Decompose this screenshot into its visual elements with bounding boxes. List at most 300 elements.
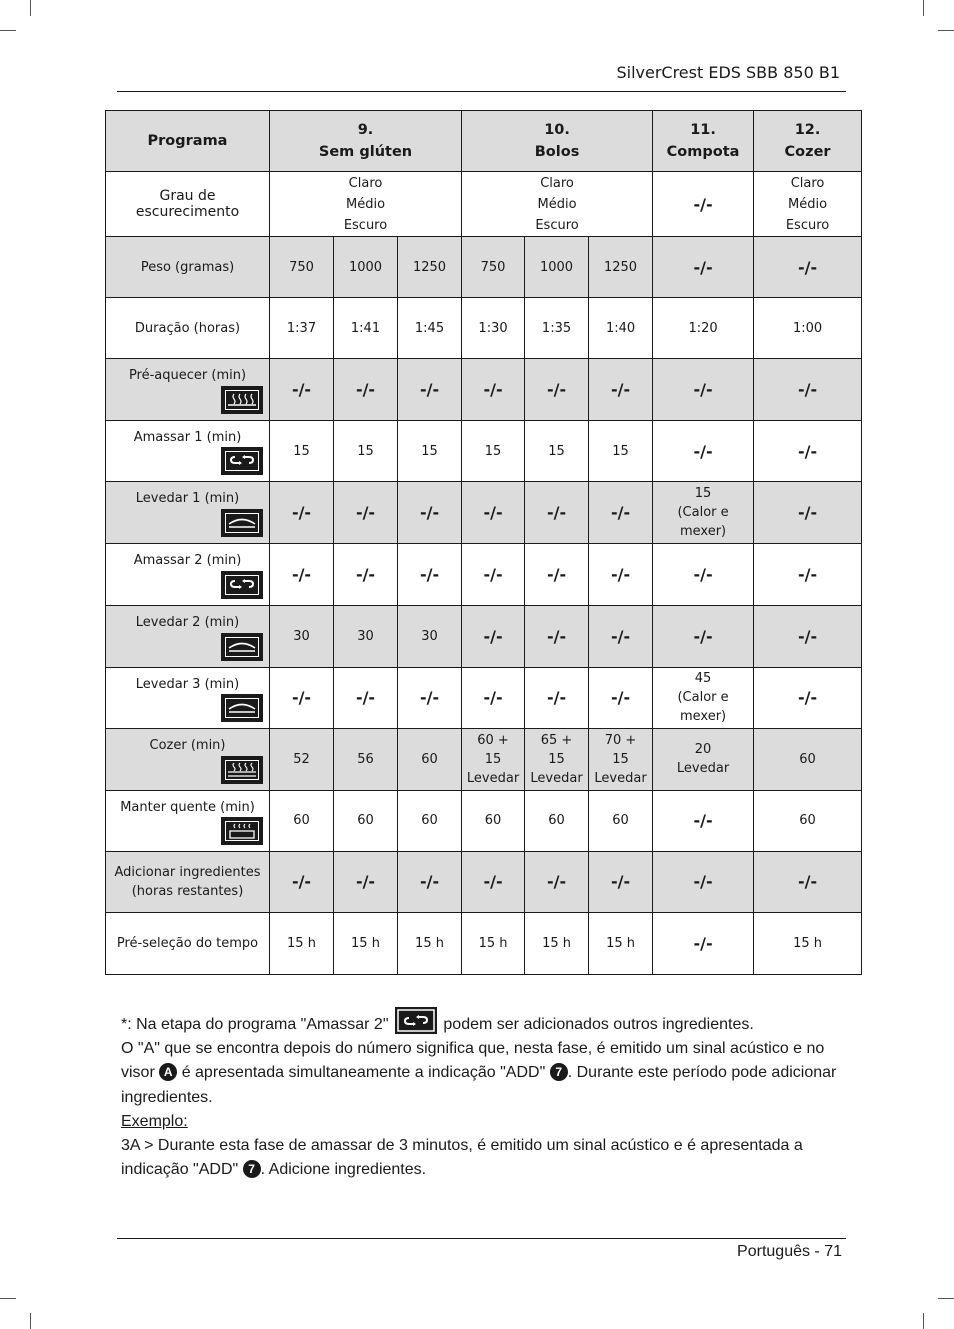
page-header-title: SilverCrest EDS SBB 850 B1 xyxy=(616,63,840,82)
cell-value: 1:45 xyxy=(414,320,445,336)
table-cell xyxy=(398,298,462,359)
row-label: Amassar 2 (min) xyxy=(133,553,242,569)
table-cell xyxy=(653,790,754,851)
cell-value: 1:37 xyxy=(286,320,317,336)
knead-icon xyxy=(221,447,263,475)
cell-note: (Calor e mexer) xyxy=(677,505,729,540)
callout-7-icon: 7 xyxy=(550,1063,568,1081)
cell-value: -/- xyxy=(546,564,567,584)
row-label-cell xyxy=(106,421,270,482)
cell-value: 30 xyxy=(421,628,438,644)
row-label-cell xyxy=(106,851,270,912)
cell-value: 15 xyxy=(612,443,629,459)
cell-value: 60 xyxy=(612,813,629,829)
crop-mark xyxy=(0,1298,16,1299)
row-label-cell xyxy=(106,912,270,974)
program-number: 10. xyxy=(544,122,570,139)
cell-value: -/- xyxy=(797,503,818,523)
crop-mark xyxy=(30,1313,31,1329)
cell-value: 750 xyxy=(480,259,506,275)
table-cell xyxy=(754,482,862,544)
table-cell xyxy=(398,421,462,482)
note-text: . Adicione ingredientes. xyxy=(260,1161,427,1179)
cell-value: 60 xyxy=(421,813,438,829)
cell-value: -/- xyxy=(355,503,376,523)
table-cell xyxy=(589,544,653,605)
cell-value: -/- xyxy=(291,503,312,523)
footer-rule xyxy=(117,1238,846,1239)
cell-value: 15 h xyxy=(287,935,316,951)
cell-value: 1:20 xyxy=(688,320,718,336)
browning-medium: Médio xyxy=(788,196,828,212)
cell-value: -/- xyxy=(419,503,440,523)
table-cell xyxy=(754,237,862,298)
example-heading: Exemplo: xyxy=(121,1112,188,1130)
table-cell xyxy=(270,912,334,974)
table-cell xyxy=(270,482,334,544)
cell-value: 30 xyxy=(357,628,374,644)
cell-value: 60 xyxy=(799,813,816,829)
table-cell xyxy=(525,790,589,851)
table-cell xyxy=(270,172,462,237)
cell-note: Levedar xyxy=(594,770,647,786)
page-footer: Português - 71 xyxy=(737,1243,842,1260)
cell-value: -/- xyxy=(483,564,503,584)
cell-value: -/- xyxy=(693,380,713,400)
table-cell xyxy=(398,912,462,974)
table-cell xyxy=(653,912,754,974)
table-cell xyxy=(589,359,653,421)
table-cell xyxy=(589,728,653,790)
rise-icon xyxy=(221,633,263,661)
table-row xyxy=(106,172,862,237)
table-cell xyxy=(525,298,589,359)
cell-value: -/- xyxy=(419,872,440,892)
cell-value: 15 xyxy=(612,751,629,767)
table-cell xyxy=(653,359,754,421)
cell-value: -/- xyxy=(291,688,312,708)
row-label-cell xyxy=(106,605,270,667)
rise-icon xyxy=(221,509,263,537)
cell-value: 15 h xyxy=(606,935,635,951)
table-cell xyxy=(270,667,334,728)
table-row xyxy=(106,605,862,667)
cell-value: 1:00 xyxy=(792,320,823,336)
cell-value: -/- xyxy=(797,441,818,461)
table-cell xyxy=(334,667,398,728)
table-cell xyxy=(270,605,334,667)
crop-mark xyxy=(938,30,954,31)
table-cell xyxy=(525,544,589,605)
cell-value: -/- xyxy=(693,626,713,646)
table-cell xyxy=(334,728,398,790)
table-row xyxy=(106,728,862,790)
cell-note: Levedar xyxy=(676,761,730,777)
row-label: Levedar 2 (min) xyxy=(135,614,240,630)
cell-value: 56 xyxy=(357,751,374,767)
row-label: Adicionar ingredientes xyxy=(114,864,261,880)
knead-icon xyxy=(395,1007,437,1034)
table-cell xyxy=(754,790,862,851)
cell-value: 60 xyxy=(484,813,502,829)
table-cell xyxy=(589,851,653,912)
cell-value: 15 xyxy=(421,443,438,459)
cell-value: -/- xyxy=(483,626,503,646)
note-text: 3A > Durante esta fase de amassar de 3 minutos, é emitido um sinal acústico e é apresentada a indicação "ADD" xyxy=(121,1137,803,1179)
table-cell xyxy=(270,421,334,482)
cell-value: 30 xyxy=(293,628,310,644)
cell-value: 60 xyxy=(799,751,816,767)
table-cell xyxy=(270,298,334,359)
table-cell xyxy=(653,298,754,359)
cell-value: -/- xyxy=(483,380,503,400)
table-cell xyxy=(462,421,525,482)
table-cell xyxy=(462,172,653,237)
cell-value: -/- xyxy=(546,872,567,892)
cell-value: -/- xyxy=(693,872,713,892)
table-cell xyxy=(462,912,525,974)
row-label-cell xyxy=(106,298,270,359)
cell-value: -/- xyxy=(355,872,376,892)
cell-value: 60 xyxy=(421,751,438,767)
table-cell xyxy=(398,728,462,790)
cell-value: -/- xyxy=(610,872,631,892)
cell-value: 15 h xyxy=(478,935,508,951)
table-cell xyxy=(525,912,589,974)
rise-icon xyxy=(221,694,263,722)
table-cell xyxy=(525,667,589,728)
notes-section xyxy=(121,1007,845,1182)
note-text: . Durante este período pode adicionar ingredientes. xyxy=(121,1064,837,1106)
callout-7-icon: 7 xyxy=(243,1160,261,1178)
browning-light: Claro xyxy=(790,175,825,191)
header-rule xyxy=(117,91,846,92)
table-cell xyxy=(589,421,653,482)
cell-value: -/- xyxy=(693,257,713,277)
cell-value: -/- xyxy=(797,564,818,584)
table-cell xyxy=(589,237,653,298)
browning-dark: Escuro xyxy=(343,217,388,233)
table-cell xyxy=(525,728,589,790)
table-cell xyxy=(653,728,754,790)
cell-value: -/- xyxy=(797,872,818,892)
table-cell xyxy=(525,237,589,298)
table-cell xyxy=(462,667,525,728)
row-label-cell xyxy=(106,237,270,298)
cell-value: -/- xyxy=(797,257,818,277)
table-cell xyxy=(334,912,398,974)
row-label: Amassar 1 (min) xyxy=(133,430,242,446)
table-cell xyxy=(653,851,754,912)
browning-light: Claro xyxy=(348,175,383,191)
table-cell xyxy=(653,421,754,482)
table-row xyxy=(106,912,862,974)
table-cell xyxy=(462,728,525,790)
table-cell xyxy=(334,237,398,298)
table-cell xyxy=(270,728,334,790)
table-cell xyxy=(754,605,862,667)
row-label: Levedar 1 (min) xyxy=(135,491,240,507)
program-number: 11. xyxy=(690,122,716,139)
table-cell xyxy=(462,790,525,851)
cell-value: 15 xyxy=(548,751,565,767)
table-cell xyxy=(754,912,862,974)
program-number: 9. xyxy=(357,122,374,139)
table-cell xyxy=(525,851,589,912)
cell-value: 52 xyxy=(293,751,310,767)
table-cell xyxy=(589,790,653,851)
crop-mark xyxy=(923,1313,924,1329)
table-cell xyxy=(754,851,862,912)
cell-value: -/- xyxy=(797,380,818,400)
table-cell xyxy=(398,605,462,667)
header-program-10 xyxy=(462,111,653,172)
cell-value: 1250 xyxy=(603,259,638,275)
cell-value: -/- xyxy=(291,872,312,892)
cell-value: 1:40 xyxy=(605,320,636,336)
cell-note: (Calor e mexer) xyxy=(677,690,729,725)
cell-value: 70 + xyxy=(604,732,637,748)
note-text: *: Na etapa do programa "Amassar 2" xyxy=(121,1016,389,1033)
display-a-marker-icon: A xyxy=(159,1063,177,1081)
bake-icon xyxy=(221,756,263,784)
table-cell xyxy=(653,605,754,667)
table-cell xyxy=(398,851,462,912)
cell-value: 15 h xyxy=(351,935,380,951)
cell-value: -/- xyxy=(291,380,312,400)
table-cell xyxy=(462,482,525,544)
cell-value: 60 + xyxy=(477,732,509,748)
row-label: Manter quente (min) xyxy=(120,799,255,815)
table-row xyxy=(106,790,862,851)
cell-value: -/- xyxy=(693,811,713,831)
table-cell xyxy=(525,605,589,667)
cell-value: 1000 xyxy=(348,259,383,275)
program-table xyxy=(105,110,862,975)
cell-value: -/- xyxy=(610,564,631,584)
table-row xyxy=(106,544,862,605)
cell-value: 20 xyxy=(694,742,712,758)
table-cell xyxy=(398,667,462,728)
table-cell xyxy=(398,544,462,605)
table-cell xyxy=(270,851,334,912)
table-cell xyxy=(334,359,398,421)
cell-value: -/- xyxy=(419,380,440,400)
table-cell xyxy=(462,237,525,298)
table-cell xyxy=(334,421,398,482)
table-cell xyxy=(589,912,653,974)
table-header-row xyxy=(106,111,862,172)
cell-note: Levedar xyxy=(466,770,520,786)
table-cell xyxy=(754,298,862,359)
table-cell xyxy=(754,728,862,790)
cell-value: -/- xyxy=(355,688,376,708)
crop-mark xyxy=(938,1298,954,1299)
row-label: Levedar 3 (min) xyxy=(135,676,240,692)
cell-value: -/- xyxy=(419,688,440,708)
cell-value: -/- xyxy=(419,564,440,584)
cell-value: 65 + xyxy=(540,732,573,748)
browning-dark: Escuro xyxy=(535,217,579,233)
crop-mark xyxy=(30,0,31,16)
row-label: (horas restantes) xyxy=(131,883,244,899)
table-cell xyxy=(653,482,754,544)
cell-value: 15 h xyxy=(793,935,822,951)
table-cell xyxy=(462,298,525,359)
table-cell xyxy=(462,544,525,605)
cell-value: 15 h xyxy=(415,935,444,951)
row-label-cell xyxy=(106,482,270,544)
cell-value: -/- xyxy=(693,441,713,461)
table-row xyxy=(106,359,862,421)
cell-value: 15 xyxy=(293,443,310,459)
header-programa: Programa xyxy=(106,111,270,172)
table-cell xyxy=(334,790,398,851)
note-line xyxy=(121,1037,845,1110)
row-label: Cozer (min) xyxy=(149,737,226,753)
cell-value: -/- xyxy=(483,872,503,892)
header-program-12 xyxy=(754,111,862,172)
browning-medium: Médio xyxy=(537,196,577,212)
cell-value: 60 xyxy=(548,813,565,829)
table-cell xyxy=(462,851,525,912)
table-row xyxy=(106,667,862,728)
knead-icon xyxy=(221,571,263,599)
cell-value: -/- xyxy=(355,564,376,584)
table-cell xyxy=(398,790,462,851)
cell-value: -/- xyxy=(355,380,376,400)
table-cell xyxy=(754,421,862,482)
row-label: Pré-seleção do tempo xyxy=(116,935,259,951)
table-cell xyxy=(754,359,862,421)
table-cell xyxy=(398,482,462,544)
table-row xyxy=(106,482,862,544)
table-cell xyxy=(525,482,589,544)
cell-value: 15 xyxy=(484,751,502,767)
row-label-cell xyxy=(106,728,270,790)
table-cell xyxy=(334,851,398,912)
row-label: Grau de escurecimento xyxy=(106,172,270,237)
cell-value: -/- xyxy=(797,626,818,646)
table-cell xyxy=(270,544,334,605)
cell-value: -/- xyxy=(610,626,631,646)
table-cell xyxy=(334,298,398,359)
browning-light: Claro xyxy=(540,175,574,191)
note-text: é apresentada simultaneamente a indicação "ADD" xyxy=(181,1064,546,1082)
table-cell xyxy=(754,544,862,605)
cell-value: -/- xyxy=(693,933,713,953)
program-name: Sem glúten xyxy=(318,144,413,161)
cell-value: -/- xyxy=(483,688,503,708)
table-row xyxy=(106,851,862,912)
note-text: O "A" que se encontra depois do número significa que, nesta fase, é emitido um sinal acústico e no visor xyxy=(121,1040,825,1082)
preheat-icon xyxy=(221,386,263,414)
table-cell xyxy=(653,172,754,237)
cell-value: -/- xyxy=(483,503,503,523)
cell-value: 1000 xyxy=(539,259,574,275)
cell-value: -/- xyxy=(610,688,631,708)
table-cell xyxy=(398,237,462,298)
table-cell xyxy=(270,237,334,298)
cell-value: 15 xyxy=(548,443,565,459)
header-program-9 xyxy=(270,111,462,172)
cell-value: -/- xyxy=(546,503,567,523)
table-cell xyxy=(653,544,754,605)
table-cell xyxy=(334,482,398,544)
cell-value: -/- xyxy=(546,626,567,646)
program-name: Compota xyxy=(666,144,740,161)
keepwarm-icon xyxy=(221,817,263,845)
row-label: Peso (gramas) xyxy=(140,259,235,275)
table-cell xyxy=(334,605,398,667)
table-cell xyxy=(270,359,334,421)
cell-value: -/- xyxy=(610,503,631,523)
table-cell xyxy=(525,359,589,421)
note-line xyxy=(121,1007,845,1037)
cell-value: 750 xyxy=(289,259,314,275)
browning-dark: Escuro xyxy=(785,217,830,233)
row-label-cell xyxy=(106,359,270,421)
cell-value: 1:35 xyxy=(541,320,572,336)
cell-value: 15 xyxy=(357,443,374,459)
row-label: Duração (horas) xyxy=(134,320,241,336)
table-row xyxy=(106,298,862,359)
cell-value: -/- xyxy=(291,564,312,584)
table-cell xyxy=(653,237,754,298)
cell-value: -/- xyxy=(797,688,818,708)
header-program-11 xyxy=(653,111,754,172)
cell-value: 15 h xyxy=(542,935,571,951)
cell-note: Levedar xyxy=(530,770,583,786)
table-row xyxy=(106,237,862,298)
note-line xyxy=(121,1134,845,1182)
table-cell xyxy=(589,482,653,544)
table-cell xyxy=(334,544,398,605)
cell-value: -/- xyxy=(546,380,567,400)
table-cell xyxy=(398,359,462,421)
cell-value: 1:30 xyxy=(478,320,508,336)
cell-value: 15 xyxy=(694,486,712,502)
cell-value: 1:41 xyxy=(350,320,381,336)
row-label-cell xyxy=(106,790,270,851)
table-cell xyxy=(270,790,334,851)
table-cell xyxy=(462,359,525,421)
table-cell xyxy=(754,667,862,728)
row-label-cell xyxy=(106,544,270,605)
crop-mark xyxy=(923,0,924,16)
table-cell xyxy=(525,421,589,482)
program-name: Cozer xyxy=(784,144,831,161)
row-label-cell xyxy=(106,667,270,728)
cell-value: 1250 xyxy=(412,259,447,275)
table-cell xyxy=(589,298,653,359)
table-cell xyxy=(589,667,653,728)
note-text: podem ser adicionados outros ingredientes. xyxy=(443,1016,754,1033)
cell-value: 60 xyxy=(293,813,310,829)
row-label: Pré-aquecer (min) xyxy=(128,368,247,384)
cell-value: -/- xyxy=(546,688,567,708)
table-cell xyxy=(653,667,754,728)
cell-value: 15 xyxy=(484,443,502,459)
table-row xyxy=(106,421,862,482)
cell-value: -/- xyxy=(693,194,713,214)
crop-mark xyxy=(0,30,16,31)
browning-medium: Médio xyxy=(345,196,386,212)
table-cell xyxy=(589,605,653,667)
table-cell xyxy=(462,605,525,667)
table-cell xyxy=(754,172,862,237)
program-number: 12. xyxy=(794,122,821,139)
